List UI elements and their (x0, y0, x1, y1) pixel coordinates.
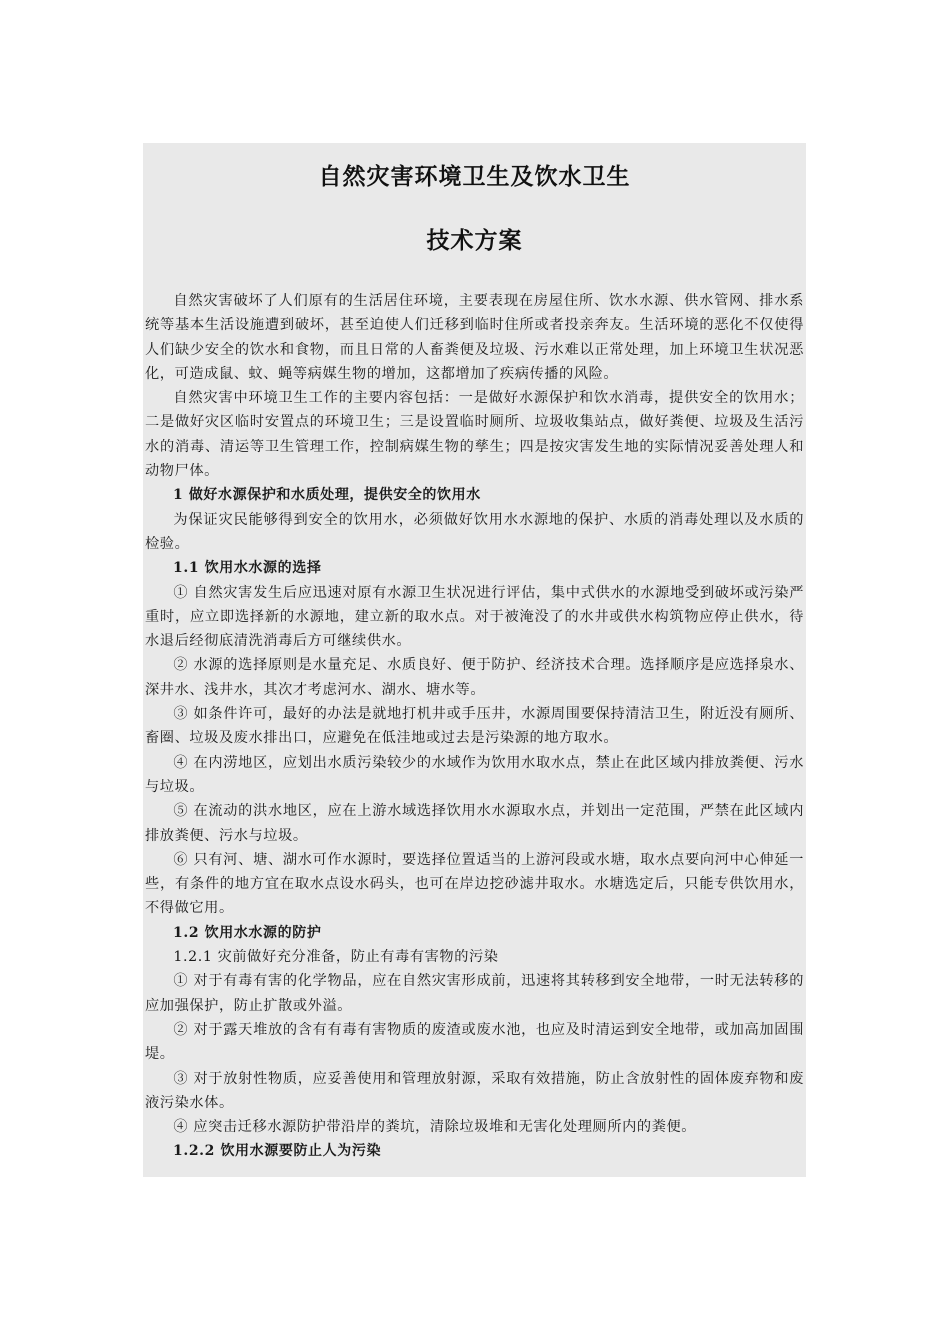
paragraph: ① 自然灾害发生后应迅速对原有水源卫生状况进行评估，集中式供水的水源地受到破坏或污染严重时，应立即选择新的水源地，建立新的取水点。对于被淹没了的水井或供水构筑物应停止供水，待水退后经彻底清洗消毒后方可继续供水。 (145, 584, 804, 650)
paragraph: ⑤ 在流动的洪水地区，应在上游水域选择饮用水水源取水点，并划出一定范围，严禁在此区域内排放粪便、污水与垃圾。 (145, 803, 804, 844)
paragraph: ④ 在内涝地区，应划出水质污染较少的水域作为饮用水取水点，禁止在此区域内排放粪便、污水与垃圾。 (145, 754, 804, 795)
section-heading: 1.1 饮用水水源的选择 (173, 560, 322, 577)
section-heading: 1.2.2 饮用水源要防止人为污染 (173, 1143, 382, 1160)
document-title-line2: 技术方案 (426, 227, 523, 254)
paragraph: ② 水源的选择原则是水量充足、水质良好、便于防护、经济技术合理。选择顺序是应选择泉水、深井水、浅井水，其次才考虑河水、湖水、塘水等。 (145, 657, 804, 698)
paragraph: ③ 如条件许可，最好的办法是就地打机井或手压井，水源周围要保持清洁卫生，附近没有厕所、畜圈、垃圾及废水排出口，应避免在低洼地或过去是污染源的地方取水。 (145, 706, 804, 747)
paragraph: ③ 对于放射性物质，应妥善使用和管理放射源，采取有效措施，防止含放射性的固体废弃物和废液污染水体。 (145, 1070, 804, 1111)
document-title-line1: 自然灾害环境卫生及饮水卫生 (318, 163, 631, 190)
paragraph: ④ 应突击迁移水源防护带沿岸的粪坑，清除垃圾堆和无害化处理厕所内的粪便。 (173, 1119, 697, 1136)
paragraph: 自然灾害破坏了人们原有的生活居住环境，主要表现在房屋住所、饮水水源、供水管网、排水系统等基本生活设施遭到破坏，甚至迫使人们迁移到临时住所或者投亲奔友。生活环境的恶化不仅使得人们缺少安全的饮水和食物，而且日常的人畜粪便及垃圾、污水难以正常处理，加上环境卫生状况恶化，可造成鼠、蚊、蝇等病媒生物的增加，这都增加了疾病传播的风险。 (145, 293, 804, 382)
paragraph: 1.2.1 灾前做好充分准备，防止有毒有害物的污染 (173, 949, 499, 966)
section-heading: 1 做好水源保护和水质处理，提供安全的饮用水 (173, 487, 481, 504)
document-body (145, 289, 804, 1164)
paragraph: 为保证灾民能够得到安全的饮用水，必须做好饮用水水源地的保护、水质的消毒处理以及水质的检验。 (145, 511, 804, 552)
paragraph: ① 对于有毒有害的化学物品，应在自然灾害形成前，迅速将其转移到安全地带，一时无法转移的应加强保护，防止扩散或外溢。 (145, 973, 804, 1014)
section-heading: 1.2 饮用水水源的防护 (173, 924, 322, 941)
document-page (143, 143, 806, 1177)
paragraph: 自然灾害中环境卫生工作的主要内容包括：一是做好水源保护和饮水消毒，提供安全的饮用水；二是做好灾区临时安置点的环境卫生；三是设置临时厕所、垃圾收集站点，做好粪便、垃圾及生活污水的消毒、清运等卫生管理工作，控制病媒生物的孳生；四是按灾害发生地的实际情况妥善处理人和动物尸体。 (145, 390, 804, 480)
paragraph: ② 对于露天堆放的含有有毒有害物质的废渣或废水池，也应及时清运到安全地带，或加高加固围堤。 (145, 1021, 804, 1063)
paragraph: ⑥ 只有河、塘、湖水可作水源时，要选择位置适当的上游河段或水塘，取水点要向河中心伸延一些，有条件的地方宜在取水点设水码头，也可在岸边挖砂滤井取水。水塘选定后，只能专供饮用水，不得做它用。 (145, 851, 804, 917)
